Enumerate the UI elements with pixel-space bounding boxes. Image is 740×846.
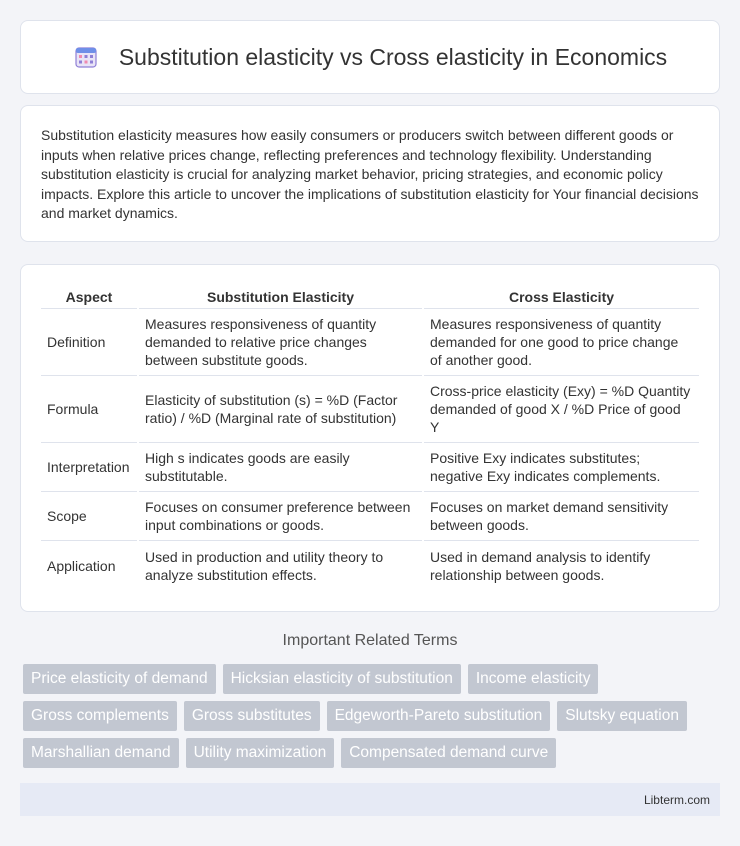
related-term-tag[interactable]: Hicksian elasticity of substitution: [223, 664, 461, 694]
header-card: [20, 20, 720, 94]
related-term-tag[interactable]: Income elasticity: [468, 664, 599, 694]
calendar-grid-icon: [73, 44, 99, 70]
cell-cross: Used in demand analysis to identify relationship between goods.: [430, 548, 651, 583]
header-substitution: Substitution Elasticity: [139, 285, 422, 309]
cell-substitution: Used in production and utility theory to analyze substitution effects.: [145, 548, 384, 583]
table-row: [41, 541, 699, 590]
related-term-tag[interactable]: Gross complements: [23, 701, 177, 731]
cell-cross: Measures responsiveness of quantity demanded for one good to price change of another good.: [424, 309, 699, 376]
comparison-table-card: [20, 264, 720, 612]
table-row: [41, 443, 699, 492]
cell-aspect: Definition: [41, 309, 137, 376]
intro-card: [20, 105, 720, 242]
cell-substitution: Focuses on consumer preference between input combinations or goods.: [139, 492, 422, 541]
cell-cross: Cross-price elasticity (Exy) = %D Quantity demanded of good X / %D Price of good Y: [424, 376, 699, 443]
related-term-tag[interactable]: Edgeworth-Pareto substitution: [327, 701, 551, 731]
related-term-tag[interactable]: Marshallian demand: [23, 738, 179, 768]
page-title: Substitution elasticity vs Cross elasticity in Economics: [118, 43, 668, 70]
table-row: [41, 376, 699, 443]
table-row: [41, 309, 699, 376]
related-term-tag[interactable]: Gross substitutes: [184, 701, 320, 731]
related-term-tag[interactable]: Compensated demand curve: [341, 738, 556, 768]
cell-substitution: Elasticity of substitution (s) = %D (Factor ratio) / %D (Marginal rate of substitution): [139, 376, 422, 443]
header-aspect: Aspect: [41, 285, 137, 309]
cell-aspect: Application: [47, 557, 116, 574]
cell-cross: Focuses on market demand sensitivity between goods.: [424, 492, 699, 541]
footer-site-link[interactable]: Libterm.com: [643, 792, 710, 807]
cell-aspect: Formula: [41, 376, 137, 443]
table-row: [41, 492, 699, 541]
table-header-row: [41, 285, 699, 309]
related-term-tag[interactable]: Price elasticity of demand: [23, 664, 216, 694]
related-terms-title: Important Related Terms: [282, 632, 458, 649]
footer: [20, 783, 720, 816]
cell-aspect: Scope: [41, 492, 137, 541]
cell-substitution: High s indicates goods are easily substitutable.: [139, 443, 422, 492]
intro-text: Substitution elasticity measures how easily consumers or producers switch between different goods or inputs when relative prices change, reflecting preferences and technology flexibility. Understanding substitution elasticity is crucial for analyzing market behavior, pricing strategies, and economic policy impacts. Explore this article to uncover the implications of substitution elasticity for Your financial decisions and market dynamics.: [41, 127, 699, 221]
comparison-table: [39, 285, 701, 590]
related-term-tag[interactable]: Slutsky equation: [557, 701, 687, 731]
cell-cross: Positive Exy indicates substitutes; negative Exy indicates complements.: [424, 443, 699, 492]
header-cross: Cross Elasticity: [424, 285, 699, 309]
cell-substitution: Measures responsiveness of quantity demanded to relative price changes between substitute goods.: [139, 309, 422, 376]
related-term-tag[interactable]: Utility maximization: [186, 738, 335, 768]
cell-aspect: Interpretation: [41, 443, 137, 492]
related-terms-list: [23, 664, 723, 768]
